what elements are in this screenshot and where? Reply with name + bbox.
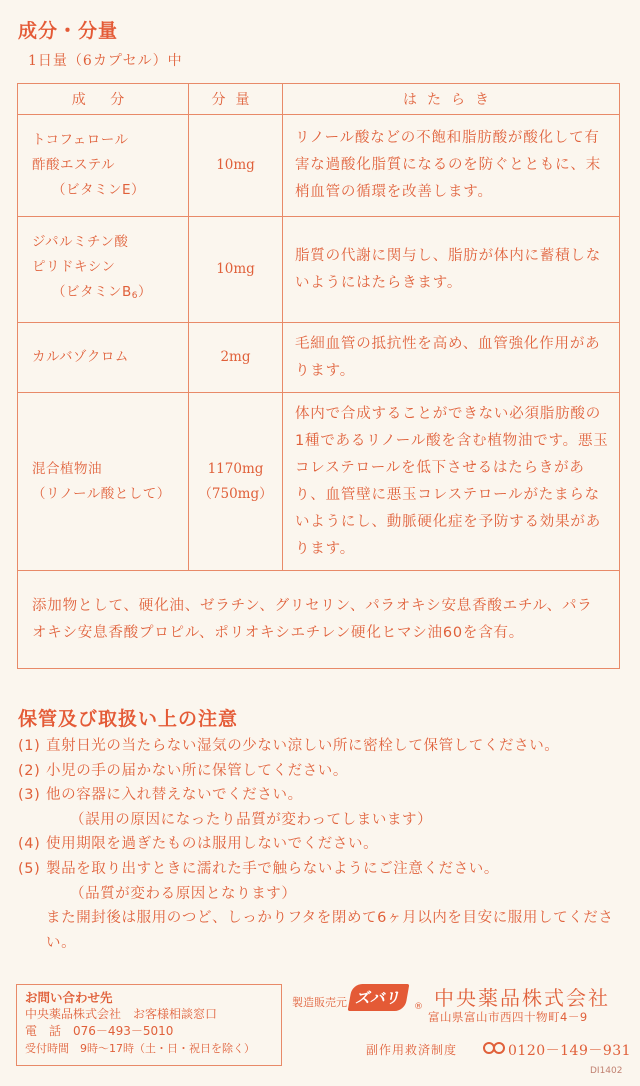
item-number: (3) <box>18 787 41 804</box>
name-line: ジパルミチン酸 <box>32 234 129 250</box>
name-line: （リノール酸として） <box>32 485 171 502</box>
contact-company: 中央薬品株式会社 お客様相談窓口 <box>25 1007 218 1021</box>
name-line: 混合植物油 <box>32 460 102 477</box>
item-number: (2) <box>18 762 41 779</box>
name-line: ピリドキシン <box>32 259 116 275</box>
daily-amount: 1日量（6カプセル）中 <box>28 53 183 69</box>
maker-company: 中央薬品株式会社 <box>434 986 610 1010</box>
header-name: 成 分 <box>18 84 189 115</box>
ingredient-name <box>18 393 189 571</box>
relief-system-label: 副作用救済制度 <box>366 1043 458 1057</box>
table-row <box>18 217 620 323</box>
hours-label: 受付時間 <box>25 1042 69 1055</box>
ingredient-amount: 10mg <box>189 115 283 217</box>
item-number: (5) <box>18 860 41 877</box>
item-number: (1) <box>18 738 41 754</box>
ingredient-name: カルバゾクロム <box>18 323 189 393</box>
list-item <box>18 857 623 882</box>
item-text: 他の容器に入れ替えないでください。 <box>46 787 303 804</box>
list-item <box>18 734 623 759</box>
item-text: 直射日光の当たらない湿気の少ない涼しい所に密栓して保管してください。 <box>46 738 560 754</box>
table-header-row <box>18 84 620 115</box>
document-code: DI1402 <box>590 1066 623 1076</box>
contact-hours: 9時〜17時（土・日・祝日を除く） <box>80 1042 255 1055</box>
name-line: 酢酸エステル <box>32 157 116 173</box>
item-text: 小児の手の届かない所に保管してください。 <box>46 762 348 779</box>
header-action: はたらき <box>283 84 620 115</box>
ingredient-action: 体内で合成することができない必須脂肪酸の1種であるリノール酸を含む植物油です。悪玉コレステロールを低下させるはたらきがあり、血管壁に悪玉コレステロールがたまらないようにし、動脈硬化症を予防する効果があります。 <box>283 393 620 571</box>
additives-row <box>18 571 620 669</box>
ingredient-action: リノール酸などの不飽和脂肪酸が酸化して有害な過酸化脂質になるのを防ぐとともに、末梢血管の循環を改善します。 <box>283 115 620 217</box>
amount-line: 1170mg <box>207 460 264 477</box>
name-line: トコフェロール <box>32 132 129 148</box>
list-item <box>18 783 623 808</box>
storage-notes <box>18 734 623 955</box>
item-note: （誤用の原因になったり品質が変わってしまいます） <box>70 811 433 828</box>
freedial-icon <box>483 1041 505 1055</box>
maker-role: 製造販売元 <box>292 996 347 1009</box>
item-continuation: また開封後は服用のつど、しっかりフタを閉めて6ヶ月以内を目安に服用してください。 <box>46 910 614 951</box>
ingredient-action: 毛細血管の抵抗性を高め、血管強化作用があります。 <box>283 323 620 393</box>
name-line: （ビタミンE） <box>52 182 146 198</box>
subscript: 6 <box>131 291 138 301</box>
amount-line: （750mg） <box>198 485 273 502</box>
header-amount: 分量 <box>189 84 283 115</box>
contact-phone: 076－493－5010 <box>73 1024 174 1038</box>
ingredient-amount <box>189 393 283 571</box>
item-note: （品質が変わる原因となります） <box>70 885 297 902</box>
name-part: （ビタミンB <box>52 284 132 300</box>
maker-address: 富山県富山市西四十物町4－9 <box>428 1010 588 1024</box>
item-text: 製品を取り出すときに濡れた手で触らないようにご注意ください。 <box>46 860 499 877</box>
contact-box <box>16 984 282 1066</box>
contact-phone-line <box>25 1023 273 1040</box>
additives-text: 添加物として、硬化油、ゼラチン、グリセリン、パラオキシ安息香酸エチル、パラオキシ安息香酸プロピル、ポリオキシエチレン硬化ヒマシ油60を含有。 <box>18 571 620 669</box>
item-text: 使用期限を過ぎたものは服用しないでください。 <box>46 836 379 853</box>
contact-title: お問い合わせ先 <box>25 990 113 1005</box>
item-number: (4) <box>18 836 41 853</box>
contact-hours-line <box>25 1040 273 1057</box>
ingredients-table <box>17 83 620 669</box>
name-part: ） <box>138 284 152 300</box>
ingredient-amount: 10mg <box>189 217 283 323</box>
ingredient-amount: 2mg <box>189 323 283 393</box>
table-row <box>18 115 620 217</box>
name-line <box>32 280 187 309</box>
table-row <box>18 393 620 571</box>
relief-phone: 0120－149－931 <box>508 1043 632 1059</box>
ingredient-name <box>18 217 189 323</box>
registered-mark: ® <box>414 1002 423 1012</box>
ingredient-name <box>18 115 189 217</box>
table-row <box>18 323 620 393</box>
ingredient-action: 脂質の代謝に関与し、脂肪が体内に蓄積しないようにはたらきます。 <box>283 217 620 323</box>
brand-logo: ズバリ <box>348 984 410 1011</box>
phone-label: 電 話 <box>25 1024 62 1038</box>
list-item <box>18 759 623 784</box>
list-item <box>18 832 623 857</box>
ingredients-heading: 成分・分量 <box>18 20 119 42</box>
storage-heading: 保管及び取扱い上の注意 <box>18 708 239 730</box>
